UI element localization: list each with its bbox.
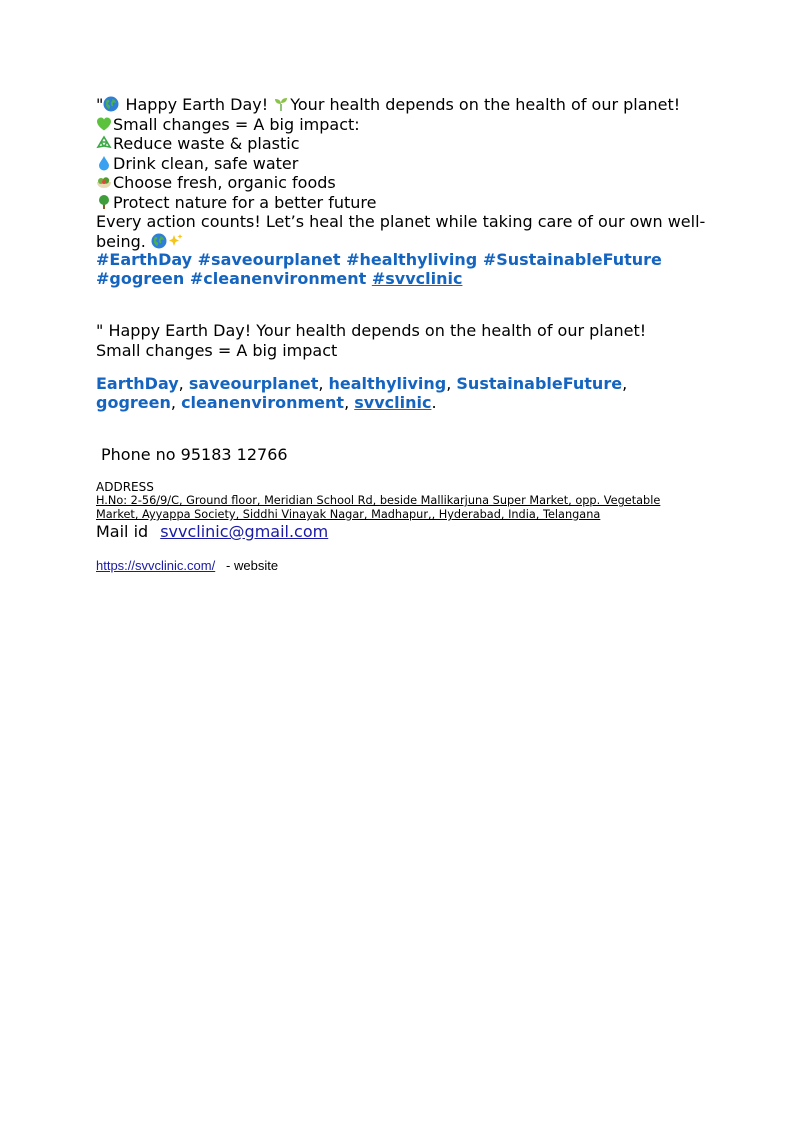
hashtag-svvclinic-link[interactable]: #svvclinic [371, 268, 463, 288]
tag-sustainablefuture: SustainableFuture [456, 374, 623, 393]
closing-text: Every action counts! Let’s heal the planet while taking care of our own well-being. [96, 212, 706, 251]
website-link[interactable]: https://svvclinic.com/ [96, 558, 216, 573]
tip-water-text: Drink clean, safe water [113, 153, 299, 173]
tag-sep: , [178, 374, 189, 393]
tag-cleanenvironment: cleanenvironment [181, 393, 345, 412]
green-heart-icon [96, 116, 112, 132]
tag-earthday: EarthDay [96, 374, 179, 393]
globe-icon [103, 96, 119, 112]
salad-icon [96, 174, 112, 190]
tag-end: . [431, 393, 437, 412]
greeting-message: Your health depends on the health of our planet! [290, 95, 681, 114]
closing-line [96, 212, 706, 251]
tip-food-text: Choose fresh, organic foods [113, 173, 336, 192]
tip-food [96, 173, 706, 193]
tag-svvclinic-link[interactable]: svvclinic [354, 393, 432, 412]
sparkles-icon [168, 233, 184, 249]
droplet-icon [96, 155, 112, 171]
tag-sep: , [344, 393, 355, 412]
phone-number: Phone no 95183 12766 [101, 445, 288, 464]
hashtags-text: #EarthDay #saveourplanet #healthyliving #SustainableFuture #gogreen #cleanenvironment [96, 250, 662, 288]
tag-sep: , [446, 374, 457, 393]
tag-gogreen: gogreen [96, 393, 171, 412]
tip-nature [96, 193, 706, 213]
quote-mark: " [96, 95, 104, 114]
greeting-text: Happy Earth Day! [120, 95, 274, 114]
tip-nature-text: Protect nature for a better future [113, 192, 377, 212]
document-page [96, 95, 706, 573]
recycle-icon [96, 135, 112, 151]
globe-icon [151, 233, 167, 249]
tip-reduce-text: Reduce waste & plastic [113, 134, 300, 153]
summary-tags [96, 374, 706, 412]
address-title: ADDRESS [96, 480, 154, 494]
impact-text: Small changes = A big impact: [113, 114, 360, 134]
tag-saveourplanet: saveourplanet [188, 374, 319, 393]
seedling-icon [273, 96, 289, 112]
summary-line-1: " Happy Earth Day! Your health depends on the health of our planet! [96, 321, 647, 340]
tag-sep: , [622, 374, 628, 393]
tip-reduce [96, 134, 706, 154]
tag-healthyliving: healthyliving [328, 374, 447, 393]
mail-label: Mail id [96, 522, 149, 541]
address-text: H.No: 2-56/9/C, Ground floor, Meridian School Rd, beside Mallikarjuna Super Market, opp. Vegetable Market, Ayyappa Society, Siddhi Vinayak Nagar, Madhapur,, Hyderabad, India, Telangana [96, 494, 661, 521]
tag-sep: , [170, 393, 182, 412]
tree-icon [96, 194, 112, 210]
website-label: - website [215, 558, 279, 573]
hashtags-block [96, 251, 706, 288]
website-row [96, 558, 706, 573]
summary-line-2: Small changes = A big impact [96, 340, 338, 360]
impact-line [96, 115, 706, 135]
greeting-line [96, 95, 706, 115]
mail-row [96, 522, 706, 542]
tip-water [96, 154, 706, 174]
email-link[interactable]: svvclinic@gmail.com [160, 522, 329, 541]
tag-sep: , [318, 374, 329, 393]
